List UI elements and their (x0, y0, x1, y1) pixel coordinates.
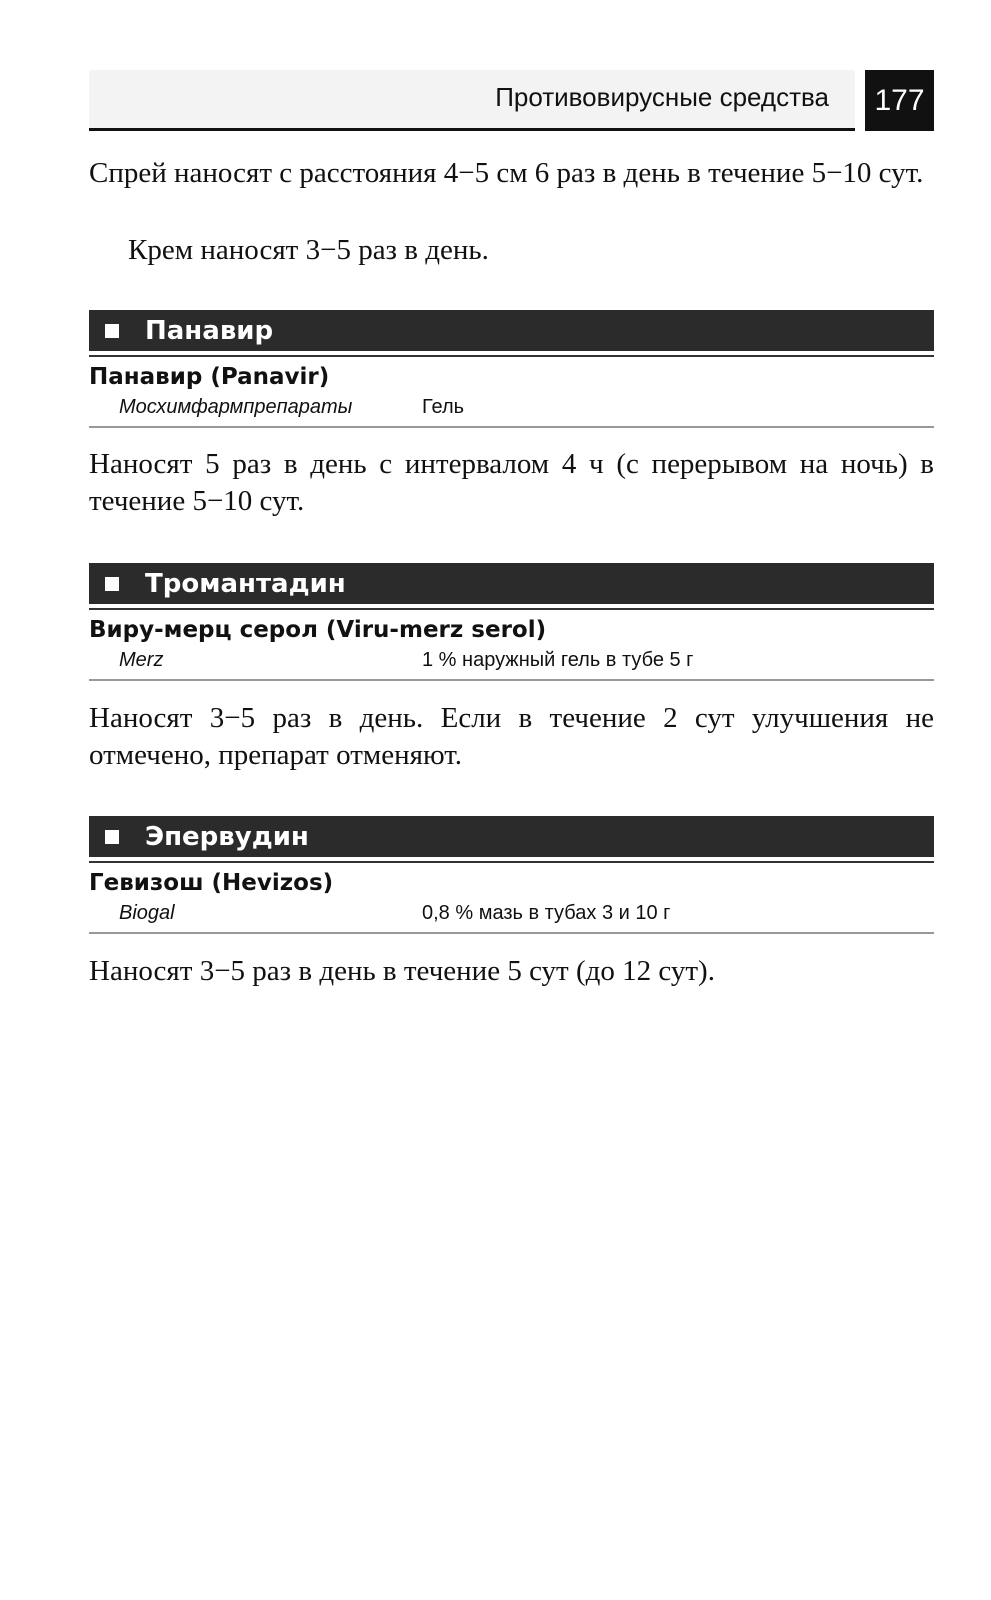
manufacturer: Biogal (119, 902, 175, 924)
section-rule (89, 861, 934, 863)
entry-rule (89, 426, 934, 428)
page-number: 177 (865, 70, 934, 131)
dosage-form: Гель (422, 396, 465, 418)
usage-paragraph: Наносят 5 раз в день с интервалом 4 ч (с перерывом на ночь) в течение 5−10 сут. (89, 448, 934, 517)
usage-paragraph: Наносят 3−5 раз в день. Если в течение 2 сут улучшения не отмечено, препарат отменяют. (89, 702, 934, 771)
entry-rule (89, 932, 934, 934)
square-bullet-icon (105, 577, 119, 591)
header-bar (89, 70, 855, 131)
entry-rule (89, 679, 934, 681)
manufacturer: Мосхимфармпрепараты (119, 396, 353, 418)
dosage-form: 1 % наружный гель в тубе 5 г (422, 649, 694, 671)
section-header-panavir (89, 310, 934, 351)
usage-paragraph: Наносят 3−5 раз в день в течение 5 сут (до 12 сут). (89, 955, 715, 987)
section-rule (89, 355, 934, 357)
drug-name: Виру-мерц серол (Viru-merz serol) (89, 617, 547, 643)
square-bullet-icon (105, 830, 119, 844)
dosage-form: 0,8 % мазь в тубах 3 и 10 г (422, 902, 671, 924)
section-header-epervudine (89, 816, 934, 857)
section-title: Эпервудин (145, 821, 309, 852)
intro-paragraph-spray: Спрей наносят с расстояния 4−5 см 6 раз в день в течение 5−10 сут. (89, 157, 924, 189)
section-title: Тромантадин (145, 568, 346, 599)
section-title: Панавир (145, 315, 274, 346)
drug-name: Гевизош (Hevizos) (89, 870, 334, 896)
running-header (89, 70, 934, 130)
intro-paragraph-cream: Крем наносят 3−5 раз в день. (128, 234, 489, 266)
section-header-tromantadine (89, 563, 934, 604)
drug-name: Панавир (Panavir) (89, 364, 330, 390)
chapter-title: Противовирусные средства (495, 82, 829, 112)
section-rule (89, 608, 934, 610)
manufacturer: Merz (119, 649, 164, 671)
square-bullet-icon (105, 324, 119, 338)
